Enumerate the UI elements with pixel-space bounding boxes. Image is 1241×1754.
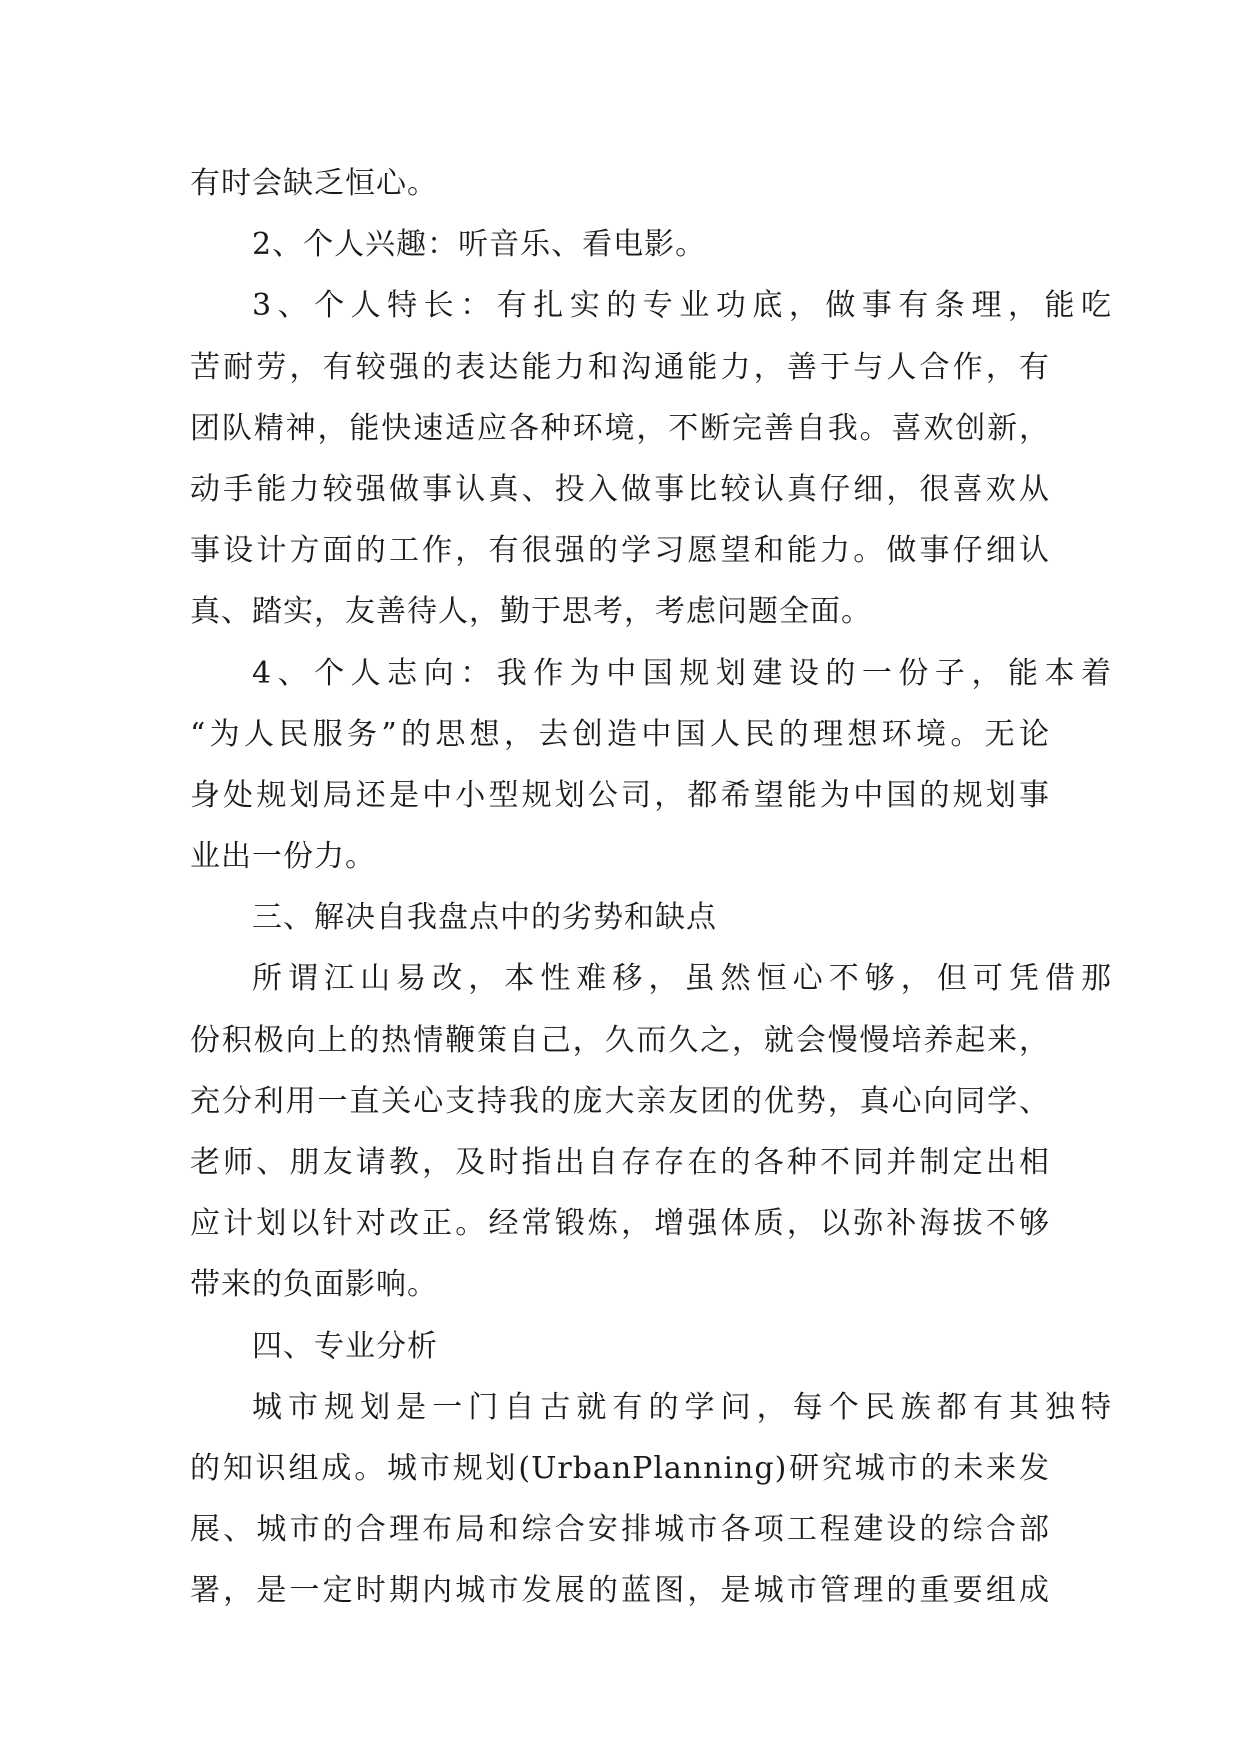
text-line: 充分利用一直关心支持我的庞大亲友团的优势，真心向同学、 xyxy=(190,1083,1050,1119)
text-line: 有时会缺乏恒心。 xyxy=(190,166,438,201)
document-body xyxy=(190,153,1112,1622)
text-line: 动手能力较强做事认真、投入做事比较认真仔细，很喜欢从 xyxy=(190,471,1050,507)
text-line: 事设计方面的工作，有很强的学习愿望和能力。做事仔细认 xyxy=(190,533,1050,569)
text-line: 业出一份力。 xyxy=(190,839,376,875)
text-line: 的知识组成。城市规划(UrbanPlanning)研究城市的未来发 xyxy=(190,1450,1050,1486)
text-line: “为人民服务”的思想，去创造中国人民的理想环境。无论 xyxy=(190,716,1050,752)
text-line: 展、城市的合理布局和综合安排城市各项工程建设的综合部 xyxy=(190,1512,1050,1548)
text-line: 份积极向上的热情鞭策自己，久而久之，就会慢慢培养起来， xyxy=(190,1022,1050,1058)
text-line: 苦耐劳，有较强的表达能力和沟通能力，善于与人合作，有 xyxy=(190,349,1050,385)
text-line: 3、个人特长：有扎实的专业功底，做事有条理，能吃 xyxy=(252,288,1112,324)
text-line: 应计划以针对改正。经常锻炼，增强体质，以弥补海拔不够 xyxy=(190,1206,1050,1242)
text-line: 所谓江山易改，本性难移，虽然恒心不够，但可凭借那 xyxy=(252,961,1112,997)
text-line: 4、个人志向：我作为中国规划建设的一份子，能本着 xyxy=(252,655,1112,691)
text-line: 老师、朋友请教，及时指出自存存在的各种不同并制定出相 xyxy=(190,1145,1050,1180)
text-line: 团队精神，能快速适应各种环境，不断完善自我。喜欢创新， xyxy=(190,410,1050,446)
text-line: 身处规划局还是中小型规划公司，都希望能为中国的规划事 xyxy=(190,777,1050,813)
section-heading: 四、专业分析 xyxy=(252,1328,438,1364)
text-line: 署，是一定时期内城市发展的蓝图，是城市管理的重要组成 xyxy=(190,1573,1050,1609)
text-line: 带来的负面影响。 xyxy=(190,1267,438,1303)
text-line: 2、个人兴趣：听音乐、看电影。 xyxy=(252,227,707,263)
text-line: 真、踏实，友善待人，勤于思考，考虑问题全面。 xyxy=(190,594,872,630)
text-line: 城市规划是一门自古就有的学问，每个民族都有其独特 xyxy=(252,1389,1112,1425)
section-heading: 三、解决自我盘点中的劣势和缺点 xyxy=(252,900,717,936)
